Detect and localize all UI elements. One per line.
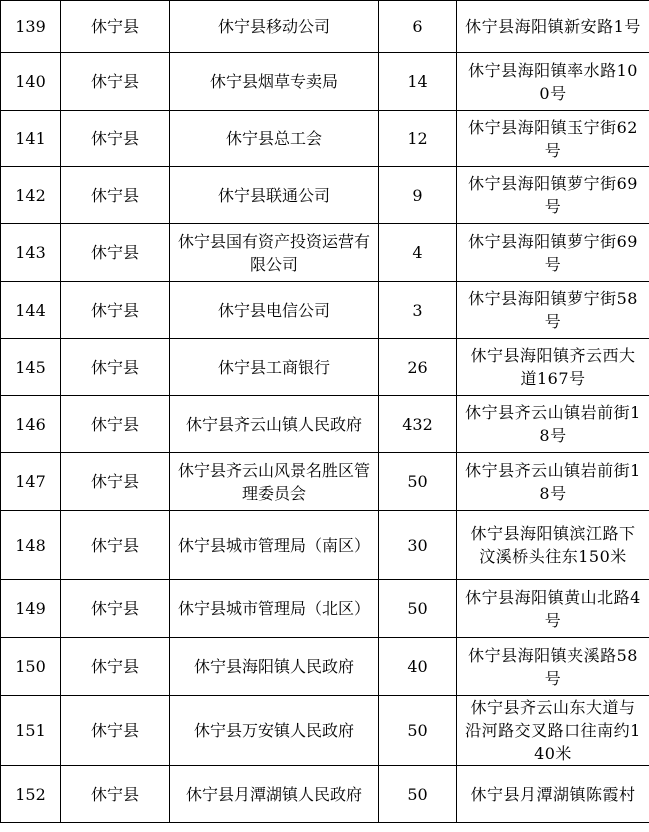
unit-name-cell-text: 休宁县齐云山镇人民政府 bbox=[185, 414, 362, 434]
unit-name-cell-text: 休宁县电信公司 bbox=[217, 300, 330, 320]
count-cell-text: 432 bbox=[402, 414, 433, 434]
county-cell-text: 休宁县 bbox=[90, 17, 139, 36]
county-cell bbox=[61, 638, 170, 696]
count-cell-text: 9 bbox=[412, 185, 423, 205]
table-row bbox=[1, 53, 649, 111]
county-cell bbox=[61, 282, 170, 339]
table-row bbox=[1, 111, 649, 167]
row-number-cell-text: 145 bbox=[15, 357, 46, 377]
count-cell-text: 3 bbox=[412, 300, 423, 320]
row-number-cell bbox=[1, 638, 61, 696]
row-number-cell bbox=[1, 453, 61, 511]
county-cell bbox=[61, 511, 170, 580]
row-number-cell bbox=[1, 396, 61, 453]
address-cell bbox=[457, 111, 649, 167]
county-cell bbox=[61, 339, 170, 396]
county-cell bbox=[61, 696, 170, 766]
count-cell-text: 30 bbox=[407, 535, 428, 555]
address-cell bbox=[457, 282, 649, 339]
count-cell bbox=[379, 224, 457, 282]
table-row bbox=[1, 282, 649, 339]
row-number-cell bbox=[1, 511, 61, 580]
address-cell bbox=[457, 339, 649, 396]
address-cell-text: 休宁县月潭湖镇陈霞村 bbox=[470, 784, 636, 804]
row-number-cell-text: 139 bbox=[15, 17, 46, 36]
unit-name-cell-text: 休宁县城市管理局（北区） bbox=[177, 599, 370, 618]
row-number-cell-text: 141 bbox=[15, 129, 46, 148]
table-row bbox=[1, 511, 649, 580]
address-cell-text: 休宁县海阳镇萝宁街69号 bbox=[468, 231, 638, 274]
county-cell bbox=[61, 53, 170, 111]
table-row bbox=[1, 224, 649, 282]
county-cell bbox=[61, 580, 170, 638]
table-row bbox=[1, 638, 649, 696]
address-cell bbox=[457, 396, 649, 453]
unit-name-cell-text: 休宁县联通公司 bbox=[217, 185, 330, 205]
address-cell-text: 休宁县海阳镇齐云西大道167号 bbox=[470, 346, 636, 388]
county-cell bbox=[61, 167, 170, 224]
count-cell-text: 4 bbox=[412, 243, 423, 262]
address-cell bbox=[457, 53, 649, 111]
count-cell-text: 50 bbox=[407, 599, 428, 618]
count-cell bbox=[379, 1, 457, 53]
count-cell bbox=[379, 339, 457, 396]
row-number-cell-text: 147 bbox=[15, 472, 46, 491]
row-number-cell-text: 142 bbox=[15, 185, 46, 205]
row-number-cell bbox=[1, 282, 61, 339]
address-cell bbox=[457, 696, 649, 766]
unit-name-cell bbox=[170, 111, 379, 167]
table-row bbox=[1, 339, 649, 396]
county-cell-text: 休宁县 bbox=[90, 784, 139, 804]
unit-name-cell-text: 休宁县城市管理局（南区） bbox=[177, 535, 370, 555]
count-cell bbox=[379, 511, 457, 580]
count-cell bbox=[379, 167, 457, 224]
address-cell bbox=[457, 167, 649, 224]
row-number-cell-text: 146 bbox=[15, 414, 46, 434]
county-cell-text: 休宁县 bbox=[90, 185, 139, 205]
county-cell bbox=[61, 396, 170, 453]
unit-name-cell-text: 休宁县万安镇人民政府 bbox=[193, 721, 354, 740]
count-cell bbox=[379, 766, 457, 823]
row-number-cell-text: 152 bbox=[15, 784, 46, 804]
address-cell bbox=[457, 766, 649, 823]
count-cell-text: 50 bbox=[407, 472, 428, 491]
row-number-cell bbox=[1, 766, 61, 823]
unit-name-cell-text: 休宁县齐云山风景名胜区管理委员会 bbox=[177, 460, 370, 503]
row-number-cell-text: 150 bbox=[15, 657, 46, 676]
address-cell-text: 休宁县海阳镇夹溪路58号 bbox=[468, 645, 638, 688]
row-number-cell-text: 143 bbox=[15, 243, 46, 262]
table-row bbox=[1, 580, 649, 638]
table-row bbox=[1, 453, 649, 511]
row-number-cell bbox=[1, 339, 61, 396]
unit-name-cell bbox=[170, 224, 379, 282]
unit-name-cell-text: 休宁县月潭湖镇人民政府 bbox=[185, 784, 362, 804]
count-cell bbox=[379, 53, 457, 111]
unit-name-cell bbox=[170, 580, 379, 638]
county-cell-text: 休宁县 bbox=[90, 357, 139, 377]
county-cell-text: 休宁县 bbox=[90, 657, 139, 676]
unit-name-cell bbox=[170, 453, 379, 511]
address-cell-text: 休宁县海阳镇萝宁街58号 bbox=[468, 289, 638, 331]
count-cell-text: 6 bbox=[412, 17, 423, 36]
table-row bbox=[1, 1, 649, 53]
unit-name-cell bbox=[170, 53, 379, 111]
county-cell-text: 休宁县 bbox=[90, 721, 139, 740]
unit-name-cell-text: 休宁县总工会 bbox=[225, 129, 322, 148]
county-cell-text: 休宁县 bbox=[90, 72, 139, 91]
row-number-cell bbox=[1, 1, 61, 53]
unit-name-cell bbox=[170, 282, 379, 339]
row-number-cell bbox=[1, 580, 61, 638]
row-number-cell-text: 151 bbox=[15, 721, 46, 740]
unit-name-cell bbox=[170, 339, 379, 396]
county-cell bbox=[61, 111, 170, 167]
address-cell-text: 休宁县海阳镇滨江路下汶溪桥头往东150米 bbox=[470, 524, 636, 566]
count-cell-text: 12 bbox=[407, 129, 428, 148]
row-number-cell bbox=[1, 696, 61, 766]
count-cell-text: 40 bbox=[407, 657, 428, 676]
row-number-cell-text: 149 bbox=[15, 599, 46, 618]
county-cell bbox=[61, 1, 170, 53]
table-body bbox=[1, 1, 649, 823]
address-cell bbox=[457, 1, 649, 53]
table-row bbox=[1, 396, 649, 453]
unit-name-cell bbox=[170, 1, 379, 53]
row-number-cell-text: 148 bbox=[15, 535, 46, 555]
row-number-cell bbox=[1, 53, 61, 111]
count-cell-text: 14 bbox=[407, 72, 428, 91]
row-number-cell bbox=[1, 224, 61, 282]
count-cell bbox=[379, 282, 457, 339]
county-cell bbox=[61, 766, 170, 823]
unit-name-cell-text: 休宁县移动公司 bbox=[217, 17, 330, 36]
count-cell bbox=[379, 638, 457, 696]
table-row bbox=[1, 696, 649, 766]
count-cell bbox=[379, 453, 457, 511]
address-cell-text: 休宁县海阳镇率水路100号 bbox=[468, 60, 638, 103]
unit-name-cell-text: 休宁县国有资产投资运营有限公司 bbox=[177, 231, 370, 274]
unit-name-cell-text: 休宁县烟草专卖局 bbox=[209, 72, 338, 91]
address-cell-text: 休宁县海阳镇萝宁街69号 bbox=[468, 174, 638, 216]
unit-name-cell bbox=[170, 696, 379, 766]
address-cell-text: 休宁县海阳镇黄山北路4号 bbox=[465, 587, 641, 630]
unit-name-cell bbox=[170, 766, 379, 823]
unit-name-cell bbox=[170, 167, 379, 224]
county-cell-text: 休宁县 bbox=[90, 472, 139, 491]
count-cell-text: 50 bbox=[407, 721, 428, 740]
unit-name-cell bbox=[170, 511, 379, 580]
table-row bbox=[1, 766, 649, 823]
address-cell-text: 休宁县齐云山镇岩前街18号 bbox=[465, 403, 641, 445]
table-row bbox=[1, 167, 649, 224]
county-cell-text: 休宁县 bbox=[90, 300, 139, 320]
row-number-cell bbox=[1, 111, 61, 167]
row-number-cell bbox=[1, 167, 61, 224]
county-cell-text: 休宁县 bbox=[90, 599, 139, 618]
address-cell-text: 休宁县齐云山镇岩前街18号 bbox=[465, 460, 641, 503]
unit-name-cell bbox=[170, 396, 379, 453]
count-cell bbox=[379, 111, 457, 167]
address-cell-text: 休宁县齐云山东大道与沿河路交叉路口往南约140米 bbox=[465, 698, 641, 763]
count-cell bbox=[379, 580, 457, 638]
address-cell bbox=[457, 638, 649, 696]
county-cell-text: 休宁县 bbox=[90, 414, 139, 434]
county-cell-text: 休宁县 bbox=[90, 535, 139, 555]
county-cell bbox=[61, 224, 170, 282]
address-cell bbox=[457, 580, 649, 638]
county-cell bbox=[61, 453, 170, 511]
unit-name-cell-text: 休宁县工商银行 bbox=[217, 357, 330, 377]
county-cell-text: 休宁县 bbox=[90, 129, 139, 148]
address-cell bbox=[457, 511, 649, 580]
row-number-cell-text: 140 bbox=[15, 72, 46, 91]
county-cell-text: 休宁县 bbox=[90, 243, 139, 262]
unit-name-cell-text: 休宁县海阳镇人民政府 bbox=[193, 657, 354, 676]
count-cell-text: 26 bbox=[407, 357, 428, 377]
address-cell bbox=[457, 453, 649, 511]
count-cell-text: 50 bbox=[407, 784, 428, 804]
count-cell bbox=[379, 396, 457, 453]
address-cell-text: 休宁县海阳镇玉宁街62号 bbox=[468, 117, 638, 160]
count-cell bbox=[379, 696, 457, 766]
unit-name-cell bbox=[170, 638, 379, 696]
address-cell bbox=[457, 224, 649, 282]
address-cell-text: 休宁县海阳镇新安路1号 bbox=[465, 17, 641, 36]
row-number-cell-text: 144 bbox=[15, 300, 46, 320]
